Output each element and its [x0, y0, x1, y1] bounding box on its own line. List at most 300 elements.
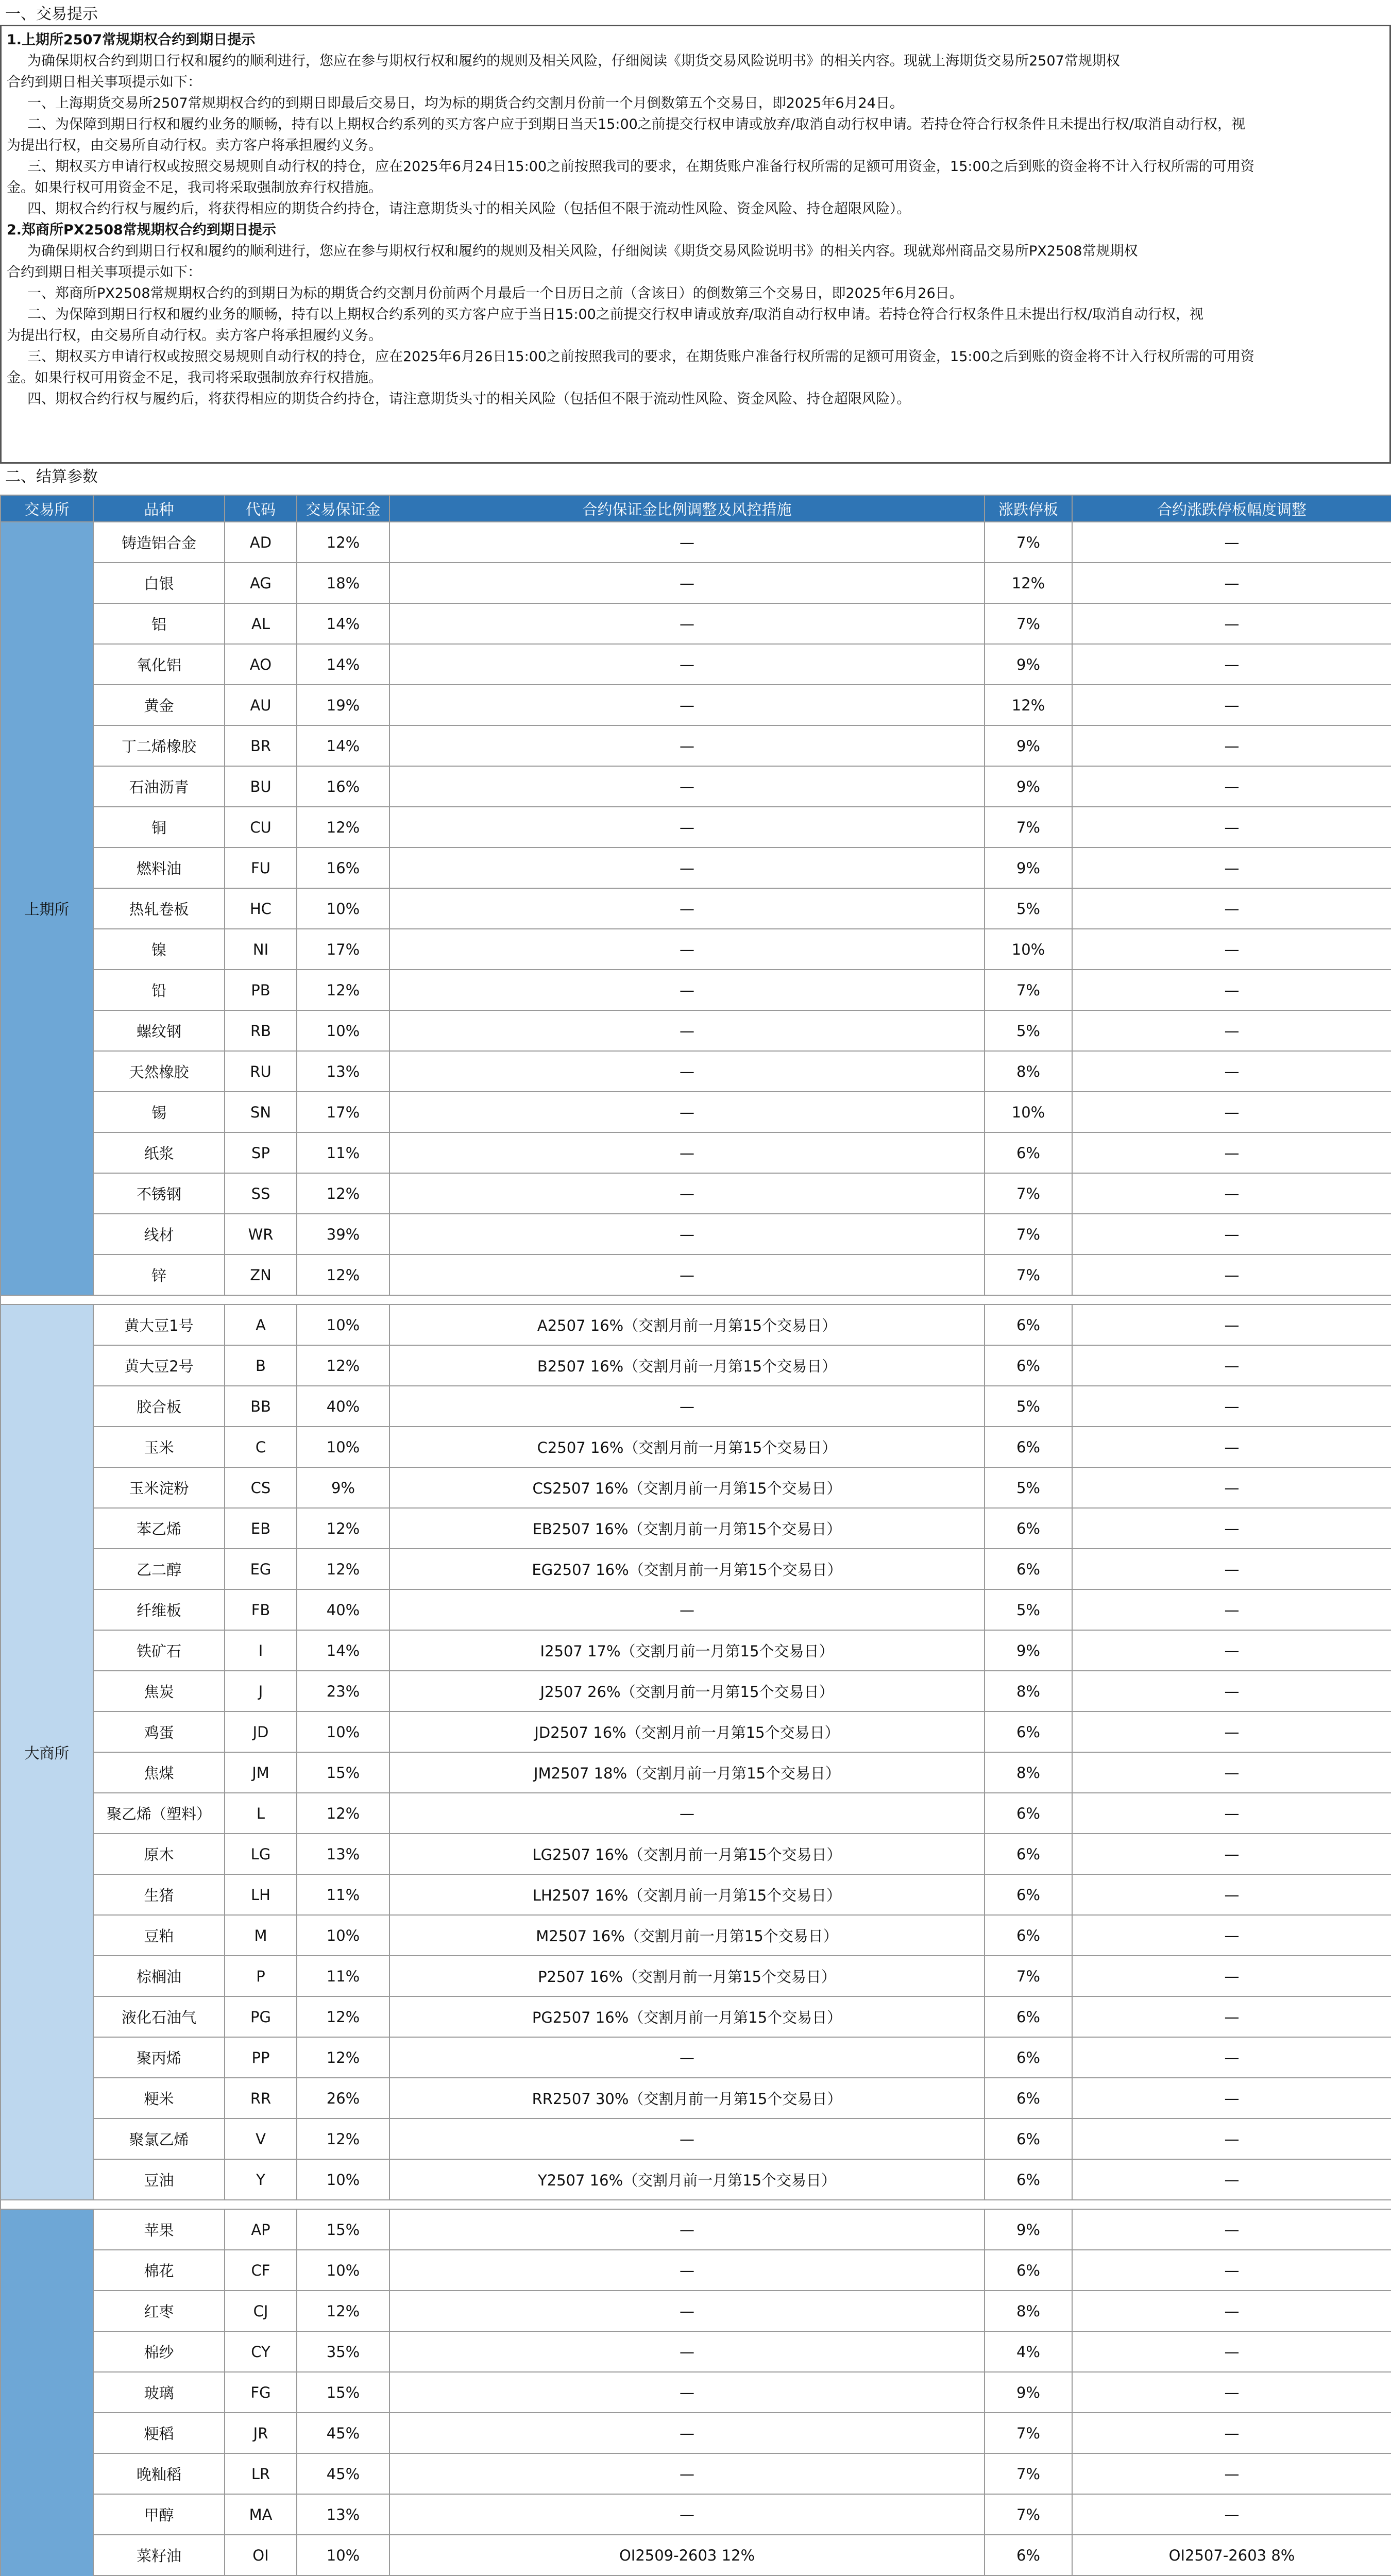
limit-cell: 7%: [985, 1214, 1072, 1255]
margin-adjustment-cell: —: [389, 1214, 985, 1255]
variety-cell: 铜: [93, 807, 225, 848]
variety-cell: 苯乙烯: [93, 1508, 225, 1549]
limit-adjustment-cell: —: [1072, 522, 1391, 563]
margin-cell: 12%: [297, 1549, 389, 1589]
margin-adjustment-cell: —: [389, 603, 985, 644]
limit-adjustment-cell: —: [1072, 1834, 1391, 1874]
code-cell: J: [225, 1671, 297, 1711]
limit-adjustment-cell: —: [1072, 563, 1391, 603]
limit-adjustment-cell: —: [1072, 2078, 1391, 2119]
limit-adjustment-cell: —: [1072, 2331, 1391, 2372]
margin-adjustment-cell: —: [389, 2494, 985, 2535]
margin-adjustment-cell: —: [389, 2331, 985, 2372]
limit-cell: 7%: [985, 807, 1072, 848]
margin-adjustment-cell: —: [389, 2453, 985, 2494]
variety-cell: 石油沥青: [93, 766, 225, 807]
code-cell: SN: [225, 1092, 297, 1132]
limit-adjustment-cell: —: [1072, 2494, 1391, 2535]
margin-cell: 12%: [297, 1255, 389, 1295]
limit-cell: 8%: [985, 2291, 1072, 2331]
code-cell: OI: [225, 2535, 297, 2575]
limit-adjustment-cell: —: [1072, 2453, 1391, 2494]
code-cell: C: [225, 1427, 297, 1467]
variety-cell: 粳米: [93, 2078, 225, 2119]
limit-cell: 7%: [985, 603, 1072, 644]
table-row: [1, 2209, 1391, 2250]
variety-cell: 乙二醇: [93, 1549, 225, 1589]
code-cell: RR: [225, 2078, 297, 2119]
code-cell: AP: [225, 2209, 297, 2250]
margin-adjustment-cell: —: [389, 1051, 985, 1092]
table-row: [1, 1549, 1391, 1589]
margin-adjustment-cell: —: [389, 1386, 985, 1427]
limit-cell: 6%: [985, 1793, 1072, 1834]
code-cell: AO: [225, 644, 297, 685]
limit-cell: 9%: [985, 644, 1072, 685]
separator-cell: [1, 2200, 1391, 2209]
code-cell: AD: [225, 522, 297, 563]
margin-adjustment-cell: EG2507 16%（交割月前一月第15个交易日）: [389, 1549, 985, 1589]
limit-cell: 9%: [985, 848, 1072, 888]
section-title-settlement-params: 二、结算参数: [5, 468, 98, 486]
variety-cell: 聚乙烯（塑料）: [93, 1793, 225, 1834]
table-row: [1, 2159, 1391, 2200]
margin-adjustment-cell: P2507 16%（交割月前一月第15个交易日）: [389, 1956, 985, 1996]
margin-adjustment-cell: —: [389, 563, 985, 603]
margin-adjustment-cell: —: [389, 2209, 985, 2250]
limit-cell: 6%: [985, 2159, 1072, 2200]
table-row: [1, 1956, 1391, 1996]
limit-cell: 5%: [985, 1589, 1072, 1630]
margin-adjustment-cell: —: [389, 807, 985, 848]
notice-line: 2.郑商所PX2508常规期权合约到期日提示: [7, 222, 276, 238]
limit-cell: 8%: [985, 1051, 1072, 1092]
code-cell: V: [225, 2119, 297, 2159]
code-cell: SP: [225, 1132, 297, 1173]
margin-cell: 26%: [297, 2078, 389, 2119]
margin-cell: 40%: [297, 1589, 389, 1630]
group-separator: [1, 2200, 1391, 2209]
notice-line: 为确保期权合约到期日行权和履约的顺利进行，您应在参与期权行权和履约的规则及相关风险，仔细阅读《期货交易风险说明书》的相关内容。现就上海期货交易所2507常规期权: [27, 53, 1120, 69]
variety-cell: 黄大豆1号: [93, 1304, 225, 1345]
limit-cell: 6%: [985, 1834, 1072, 1874]
code-cell: M: [225, 1915, 297, 1956]
limit-adjustment-cell: —: [1072, 1874, 1391, 1915]
margin-adjustment-cell: —: [389, 685, 985, 725]
code-cell: FG: [225, 2372, 297, 2413]
table-row: [1, 1711, 1391, 1752]
limit-adjustment-cell: —: [1072, 1427, 1391, 1467]
variety-cell: 燃料油: [93, 848, 225, 888]
limit-cell: 6%: [985, 2119, 1072, 2159]
variety-cell: 聚丙烯: [93, 2037, 225, 2078]
margin-cell: 10%: [297, 2535, 389, 2575]
variety-cell: 原木: [93, 1834, 225, 1874]
table-row: [1, 2372, 1391, 2413]
margin-cell: 11%: [297, 1956, 389, 1996]
variety-cell: 纸浆: [93, 1132, 225, 1173]
code-cell: L: [225, 1793, 297, 1834]
margin-adjustment-cell: —: [389, 2372, 985, 2413]
code-cell: CY: [225, 2331, 297, 2372]
code-cell: NI: [225, 929, 297, 970]
limit-cell: 8%: [985, 1752, 1072, 1793]
notice-line: 一、郑商所PX2508常规期权合约的到期日为标的期货合约交割月份前两个月最后一个日历日之前（含该日）的倒数第三个交易日，即2025年6月26日。: [27, 285, 963, 301]
table-row: [1, 725, 1391, 766]
margin-cell: 45%: [297, 2413, 389, 2453]
code-cell: LH: [225, 1874, 297, 1915]
margin-cell: 12%: [297, 1173, 389, 1214]
margin-cell: 14%: [297, 1630, 389, 1671]
table-row: [1, 1255, 1391, 1295]
margin-cell: 10%: [297, 1010, 389, 1051]
limit-cell: 7%: [985, 1173, 1072, 1214]
variety-cell: 生猪: [93, 1874, 225, 1915]
margin-adjustment-cell: —: [389, 1173, 985, 1214]
variety-cell: 红枣: [93, 2291, 225, 2331]
limit-adjustment-cell: —: [1072, 848, 1391, 888]
margin-cell: 12%: [297, 2037, 389, 2078]
header-margin: 交易保证金: [297, 495, 389, 522]
limit-cell: 6%: [985, 1132, 1072, 1173]
limit-adjustment-cell: —: [1072, 2159, 1391, 2200]
code-cell: AU: [225, 685, 297, 725]
variety-cell: 玻璃: [93, 2372, 225, 2413]
margin-cell: 13%: [297, 1834, 389, 1874]
table-row: [1, 1214, 1391, 1255]
margin-adjustment-cell: CS2507 16%（交割月前一月第15个交易日）: [389, 1467, 985, 1508]
variety-cell: 胶合板: [93, 1386, 225, 1427]
trading-notice-box: [0, 25, 1391, 464]
code-cell: A: [225, 1304, 297, 1345]
table-row: [1, 2413, 1391, 2453]
limit-adjustment-cell: —: [1072, 807, 1391, 848]
code-cell: Y: [225, 2159, 297, 2200]
margin-adjustment-cell: —: [389, 888, 985, 929]
notice-line: 三、期权买方申请行权或按照交易规则自动行权的持仓，应在2025年6月24日15:00之前按照我司的要求，在期货账户准备行权所需的足额可用资金，15:00之后到账的资金将不计入行权所需的可用资: [27, 159, 1254, 175]
limit-adjustment-cell: —: [1072, 1386, 1391, 1427]
margin-cell: 9%: [297, 1467, 389, 1508]
limit-cell: 10%: [985, 1092, 1072, 1132]
code-cell: PB: [225, 970, 297, 1010]
limit-adjustment-cell: —: [1072, 1010, 1391, 1051]
margin-adjustment-cell: —: [389, 1092, 985, 1132]
margin-cell: 15%: [297, 2372, 389, 2413]
limit-cell: 7%: [985, 2413, 1072, 2453]
variety-cell: 苹果: [93, 2209, 225, 2250]
notice-line: 合约到期日相关事项提示如下：: [7, 264, 201, 280]
code-cell: LR: [225, 2453, 297, 2494]
limit-adjustment-cell: —: [1072, 1051, 1391, 1092]
limit-adjustment-cell: —: [1072, 1793, 1391, 1834]
margin-adjustment-cell: —: [389, 1010, 985, 1051]
variety-cell: 粳稻: [93, 2413, 225, 2453]
code-cell: B: [225, 1345, 297, 1386]
variety-cell: 鸡蛋: [93, 1711, 225, 1752]
margin-cell: 15%: [297, 2209, 389, 2250]
limit-cell: 4%: [985, 2331, 1072, 2372]
variety-cell: 菜籽油: [93, 2535, 225, 2575]
notice-line: 二、为保障到期日行权和履约业务的顺畅，持有以上期权合约系列的买方客户应于到期日当天15:00之前提交行权申请或放弃/取消自动行权申请。若持仓符合行权条件且未提出行权/取消自动行权，视: [27, 116, 1245, 132]
margin-cell: 17%: [297, 1092, 389, 1132]
margin-cell: 12%: [297, 970, 389, 1010]
margin-cell: 10%: [297, 1711, 389, 1752]
notice-line: 四、期权合约行权与履约后，将获得相应的期货合约持仓，请注意期货头寸的相关风险（包括但不限于流动性风险、资金风险、持仓超限风险）。: [27, 201, 911, 217]
limit-adjustment-cell: —: [1072, 2413, 1391, 2453]
limit-cell: 12%: [985, 685, 1072, 725]
limit-adjustment-cell: —: [1072, 1549, 1391, 1589]
margin-cell: 11%: [297, 1132, 389, 1173]
table-row: [1, 563, 1391, 603]
limit-cell: 6%: [985, 1304, 1072, 1345]
limit-cell: 6%: [985, 1549, 1072, 1589]
margin-cell: 12%: [297, 2119, 389, 2159]
table-row: [1, 2078, 1391, 2119]
margin-cell: 23%: [297, 1671, 389, 1711]
limit-adjustment-cell: —: [1072, 2037, 1391, 2078]
margin-adjustment-cell: —: [389, 644, 985, 685]
margin-adjustment-cell: —: [389, 929, 985, 970]
margin-cell: 13%: [297, 2494, 389, 2535]
code-cell: RB: [225, 1010, 297, 1051]
notice-line: 一、上海期货交易所2507常规期权合约的到期日即最后交易日，均为标的期货合约交割月份前一个月倒数第五个交易日，即2025年6月24日。: [27, 95, 904, 111]
table-row: [1, 1752, 1391, 1793]
table-row: [1, 1132, 1391, 1173]
margin-cell: 14%: [297, 603, 389, 644]
variety-cell: 聚氯乙烯: [93, 2119, 225, 2159]
table-row: [1, 2119, 1391, 2159]
margin-cell: 16%: [297, 766, 389, 807]
limit-adjustment-cell: —: [1072, 1630, 1391, 1671]
table-row: [1, 1874, 1391, 1915]
margin-cell: 12%: [297, 2291, 389, 2331]
table-row: [1, 2037, 1391, 2078]
margin-cell: 18%: [297, 563, 389, 603]
notice-line: 四、期权合约行权与履约后，将获得相应的期货合约持仓，请注意期货头寸的相关风险（包括但不限于流动性风险、资金风险、持仓超限风险）。: [27, 391, 911, 407]
variety-cell: 热轧卷板: [93, 888, 225, 929]
margin-adjustment-cell: LG2507 16%（交割月前一月第15个交易日）: [389, 1834, 985, 1874]
table-row: [1, 1996, 1391, 2037]
section-title-trading-notice: 一、交易提示: [5, 5, 98, 23]
limit-cell: 5%: [985, 1386, 1072, 1427]
limit-cell: 7%: [985, 1956, 1072, 1996]
variety-cell: 棉纱: [93, 2331, 225, 2372]
limit-adjustment-cell: —: [1072, 1915, 1391, 1956]
margin-adjustment-cell: OI2509-2603 12%: [389, 2535, 985, 2575]
variety-cell: 棕榈油: [93, 1956, 225, 1996]
limit-adjustment-cell: —: [1072, 929, 1391, 970]
limit-adjustment-cell: —: [1072, 1589, 1391, 1630]
table-row: [1, 1834, 1391, 1874]
limit-cell: 9%: [985, 725, 1072, 766]
limit-adjustment-cell: —: [1072, 1752, 1391, 1793]
limit-cell: 9%: [985, 2209, 1072, 2250]
variety-cell: 天然橡胶: [93, 1051, 225, 1092]
variety-cell: 豆油: [93, 2159, 225, 2200]
variety-cell: 豆粕: [93, 1915, 225, 1956]
table-row: [1, 2535, 1391, 2575]
margin-adjustment-cell: —: [389, 1793, 985, 1834]
margin-adjustment-cell: —: [389, 725, 985, 766]
margin-cell: 40%: [297, 1386, 389, 1427]
code-cell: CU: [225, 807, 297, 848]
code-cell: FU: [225, 848, 297, 888]
code-cell: CF: [225, 2250, 297, 2291]
limit-adjustment-cell: —: [1072, 2372, 1391, 2413]
margin-adjustment-cell: M2507 16%（交割月前一月第15个交易日）: [389, 1915, 985, 1956]
margin-adjustment-cell: LH2507 16%（交割月前一月第15个交易日）: [389, 1874, 985, 1915]
code-cell: BR: [225, 725, 297, 766]
limit-adjustment-cell: —: [1072, 1304, 1391, 1345]
table-row: [1, 2453, 1391, 2494]
margin-adjustment-cell: —: [389, 766, 985, 807]
exchange-cell: [1, 2209, 93, 2576]
header-limit-adjustment: 合约涨跌停板幅度调整: [1072, 495, 1391, 522]
table-row: [1, 970, 1391, 1010]
margin-adjustment-cell: —: [389, 1255, 985, 1295]
code-cell: JR: [225, 2413, 297, 2453]
table-row: [1, 2331, 1391, 2372]
table-row: [1, 1508, 1391, 1549]
table-row: [1, 2291, 1391, 2331]
variety-cell: 纤维板: [93, 1589, 225, 1630]
group-separator: [1, 1295, 1391, 1304]
table-row: [1, 929, 1391, 970]
margin-adjustment-cell: I2507 17%（交割月前一月第15个交易日）: [389, 1630, 985, 1671]
limit-adjustment-cell: —: [1072, 1092, 1391, 1132]
variety-cell: 黄金: [93, 685, 225, 725]
limit-cell: 9%: [985, 1630, 1072, 1671]
code-cell: BU: [225, 766, 297, 807]
margin-cell: 14%: [297, 725, 389, 766]
margin-cell: 10%: [297, 2159, 389, 2200]
variety-cell: 镍: [93, 929, 225, 970]
limit-adjustment-cell: —: [1072, 970, 1391, 1010]
limit-cell: 7%: [985, 970, 1072, 1010]
limit-cell: 6%: [985, 1508, 1072, 1549]
variety-cell: 液化石油气: [93, 1996, 225, 2037]
margin-adjustment-cell: —: [389, 2413, 985, 2453]
limit-adjustment-cell: —: [1072, 1508, 1391, 1549]
limit-cell: 8%: [985, 1671, 1072, 1711]
limit-cell: 5%: [985, 888, 1072, 929]
variety-cell: 丁二烯橡胶: [93, 725, 225, 766]
table-row: [1, 1304, 1391, 1345]
limit-adjustment-cell: —: [1072, 685, 1391, 725]
notice-line: 金。如果行权可用资金不足，我司将采取强制放弃行权措施。: [7, 370, 382, 386]
notice-line: 合约到期日相关事项提示如下：: [7, 74, 201, 90]
limit-adjustment-cell: —: [1072, 644, 1391, 685]
limit-cell: 12%: [985, 563, 1072, 603]
code-cell: RU: [225, 1051, 297, 1092]
code-cell: FB: [225, 1589, 297, 1630]
margin-adjustment-cell: Y2507 16%（交割月前一月第15个交易日）: [389, 2159, 985, 2200]
variety-cell: 铅: [93, 970, 225, 1010]
code-cell: CS: [225, 1467, 297, 1508]
code-cell: AL: [225, 603, 297, 644]
notice-line: 为提出行权，由交易所自动行权。卖方客户将承担履约义务。: [7, 138, 382, 154]
margin-cell: 10%: [297, 2250, 389, 2291]
limit-adjustment-cell: —: [1072, 2119, 1391, 2159]
code-cell: JM: [225, 1752, 297, 1793]
code-cell: P: [225, 1956, 297, 1996]
table-row: [1, 888, 1391, 929]
table-row: [1, 1427, 1391, 1467]
notice-line: 为提出行权，由交易所自动行权。卖方客户将承担履约义务。: [7, 328, 382, 344]
table-row: [1, 522, 1391, 563]
margin-adjustment-cell: —: [389, 1132, 985, 1173]
limit-cell: 6%: [985, 2535, 1072, 2575]
margin-adjustment-cell: —: [389, 2119, 985, 2159]
table-row: [1, 766, 1391, 807]
margin-adjustment-cell: EB2507 16%（交割月前一月第15个交易日）: [389, 1508, 985, 1549]
variety-cell: 锌: [93, 1255, 225, 1295]
margin-cell: 11%: [297, 1874, 389, 1915]
notice-line: 三、期权买方申请行权或按照交易规则自动行权的持仓，应在2025年6月26日15:00之前按照我司的要求，在期货账户准备行权所需的足额可用资金，15:00之后到账的资金将不计入行权所需的可用资: [27, 349, 1254, 365]
variety-cell: 白银: [93, 563, 225, 603]
limit-cell: 9%: [985, 766, 1072, 807]
table-row: [1, 2494, 1391, 2535]
margin-adjustment-cell: —: [389, 522, 985, 563]
variety-cell: 铸造铝合金: [93, 522, 225, 563]
limit-cell: 6%: [985, 2250, 1072, 2291]
margin-adjustment-cell: —: [389, 2291, 985, 2331]
margin-cell: 45%: [297, 2453, 389, 2494]
limit-adjustment-cell: —: [1072, 1132, 1391, 1173]
variety-cell: 锡: [93, 1092, 225, 1132]
limit-adjustment-cell: —: [1072, 1467, 1391, 1508]
limit-adjustment-cell: —: [1072, 1173, 1391, 1214]
table-row: [1, 685, 1391, 725]
header-variety: 品种: [93, 495, 225, 522]
table-row: [1, 848, 1391, 888]
code-cell: HC: [225, 888, 297, 929]
margin-cell: 16%: [297, 848, 389, 888]
margin-cell: 13%: [297, 1051, 389, 1092]
limit-adjustment-cell: —: [1072, 888, 1391, 929]
header-limit: 涨跌停板: [985, 495, 1072, 522]
limit-cell: 6%: [985, 2037, 1072, 2078]
table-row: [1, 1671, 1391, 1711]
table-row: [1, 1345, 1391, 1386]
margin-cell: 10%: [297, 1427, 389, 1467]
limit-adjustment-cell: —: [1072, 1956, 1391, 1996]
code-cell: EG: [225, 1549, 297, 1589]
variety-cell: 焦炭: [93, 1671, 225, 1711]
code-cell: AG: [225, 563, 297, 603]
margin-cell: 12%: [297, 1508, 389, 1549]
code-cell: MA: [225, 2494, 297, 2535]
variety-cell: 螺纹钢: [93, 1010, 225, 1051]
variety-cell: 不锈钢: [93, 1173, 225, 1214]
margin-adjustment-cell: C2507 16%（交割月前一月第15个交易日）: [389, 1427, 985, 1467]
margin-adjustment-cell: B2507 16%（交割月前一月第15个交易日）: [389, 1345, 985, 1386]
limit-cell: 6%: [985, 1711, 1072, 1752]
variety-cell: 黄大豆2号: [93, 1345, 225, 1386]
notice-line: 1.上期所2507常规期权合约到期日提示: [7, 32, 256, 48]
limit-cell: 6%: [985, 2078, 1072, 2119]
table-header-row: [1, 495, 1391, 522]
limit-cell: 10%: [985, 929, 1072, 970]
margin-cell: 39%: [297, 1214, 389, 1255]
limit-cell: 6%: [985, 1915, 1072, 1956]
code-cell: EB: [225, 1508, 297, 1549]
margin-adjustment-cell: —: [389, 2037, 985, 2078]
limit-cell: 7%: [985, 2453, 1072, 2494]
limit-cell: 7%: [985, 522, 1072, 563]
table-row: [1, 1173, 1391, 1214]
code-cell: BB: [225, 1386, 297, 1427]
